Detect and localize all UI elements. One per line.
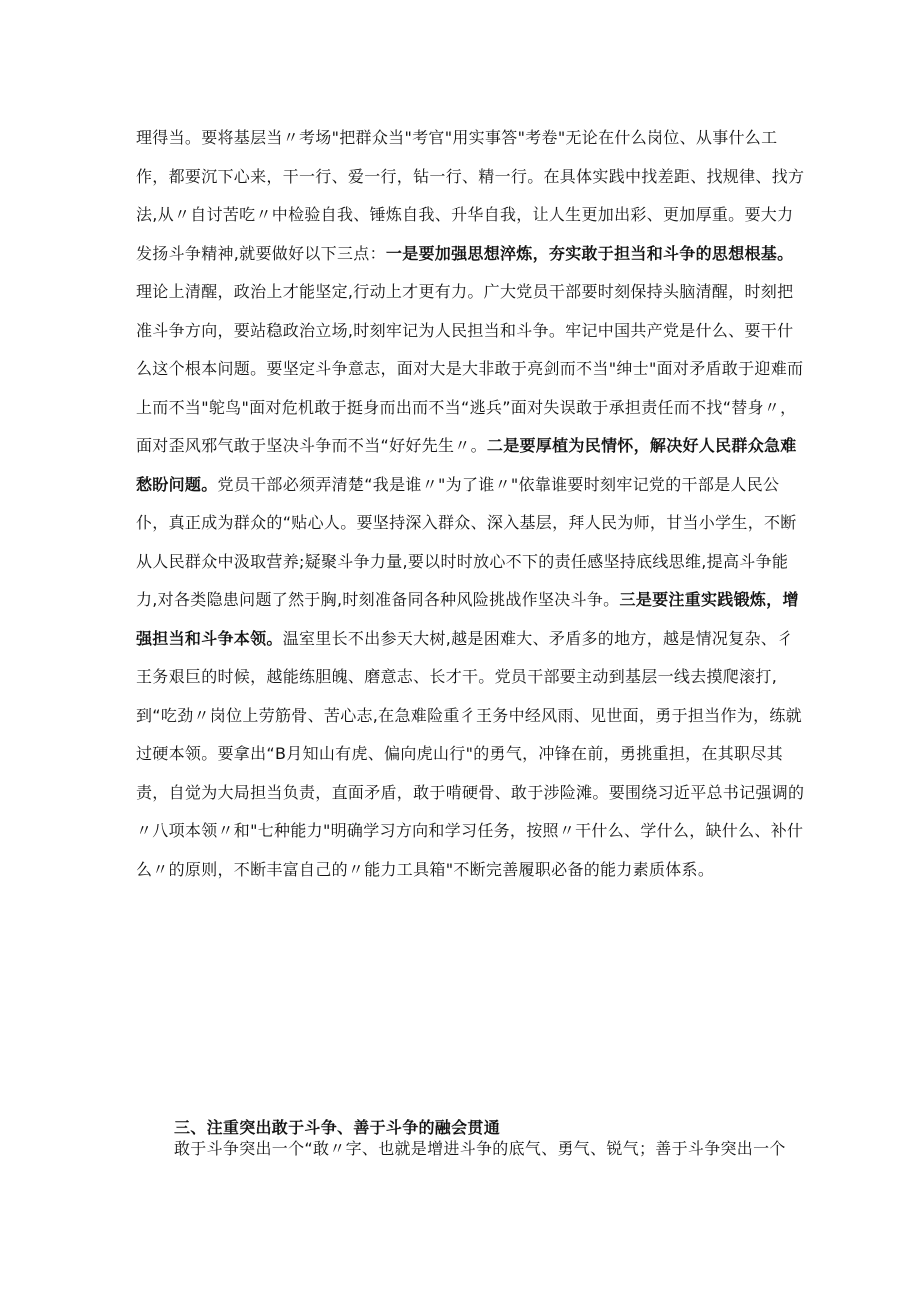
section-heading: 三、注重突出敢于斗争、善于斗争的融会贯通 (174, 1118, 501, 1137)
text-run: 党员干部必须弄清楚“我是谁〃"为了谁〃"依靠谁要时刻牢记党的干部是人民公仆，真正成为群众的“贴心人。要坚持深入群众、深入基层，拜人民为师，甘当小学生，不断从人民群众中汲取营养;疑聚斗争力量,要以时时放心不下的责任感坚持底线思维,提高斗争能力,对各类隐患问题了然于胸,时刻准备同各种风险挑战作坚决斗争。 (136, 474, 797, 609)
text-run: 温室里长不出参天大树,越是困难大、矛盾多的地方，越是情况复杂、彳王务艰巨的时候，越能练胆魄、磨意志、长才干。党员干部要主动到基层一线去摸爬滚打,到“吃劲〃岗位上劳筋骨、苦心志,在急难险重彳王务中经风雨、见世面，勇于担当作为，练就过硬本领。要拿出“B月知山有虎、偏向虎山行"的勇气，冲锋在前，勇挑重担，在其职尽其责，自觉为大局担当负责，直面矛盾，敢于啃硬骨、敢于涉险滩。要围绕习近平总书记强调的〃八项本领〃和"七种能力"明确学习方向和学习任务，按照〃干什么、学什么，缺什么、补什么〃的原则，不断丰富自己的〃能力工具箱"不断完善履职必备的能力素质体系。 (136, 628, 805, 879)
next-paragraph: 敢于斗争突出一个“敢〃字、也就是增进斗争的底气、勇气、锐气；善于斗争突出一个 (174, 1139, 786, 1158)
body-paragraph (136, 119, 806, 889)
bold-point-one: 一是要加强思想淬炼，夯实敢于担当和斗争的思想根基。 (385, 243, 794, 263)
text-run: 理得当。要将基层当〃考场"把群众当"考官"用实事答"考卷"无论在什么岗位、从事什么工作，都要沉下心来，干一行、爱一行，钻一行、精一行。在具体实践中找差距、找规律、找方法,从〃自讨苦吃〃中检验自我、锤炼自我、升华自我，让人生更加出彩、更加厚重。要大力发扬斗争精神,就要做好以下三点： (136, 128, 805, 263)
bold-point-two: 二是要厚植为民情怀，解决好人民群众急难愁盼问题。 (136, 436, 797, 494)
text-run: 理论上清醒，政治上才能坚定,行动上才更有力。广大党员干部要时刻保持头脑清醒，时刻把准斗争方向，要站稳政治立场,时刻牢记为人民担当和斗争。牢记中国共产党是什么、要干什么这个根本问题。要坚定斗争意志，面对大是大非敢于亮剑而不当"绅士"面对矛盾敢于迎难而上而不当"鸵鸟"面对危机敢于挺身而出而不当“逃兵”面对失误敢于承担责任而不找“替身〃，面对歪风邪气敢于坚决斗争而不当“好好先生〃。 (136, 282, 804, 455)
bold-point-three: 三是要注重实践锻炼，增强担当和斗争本领。 (136, 590, 799, 648)
